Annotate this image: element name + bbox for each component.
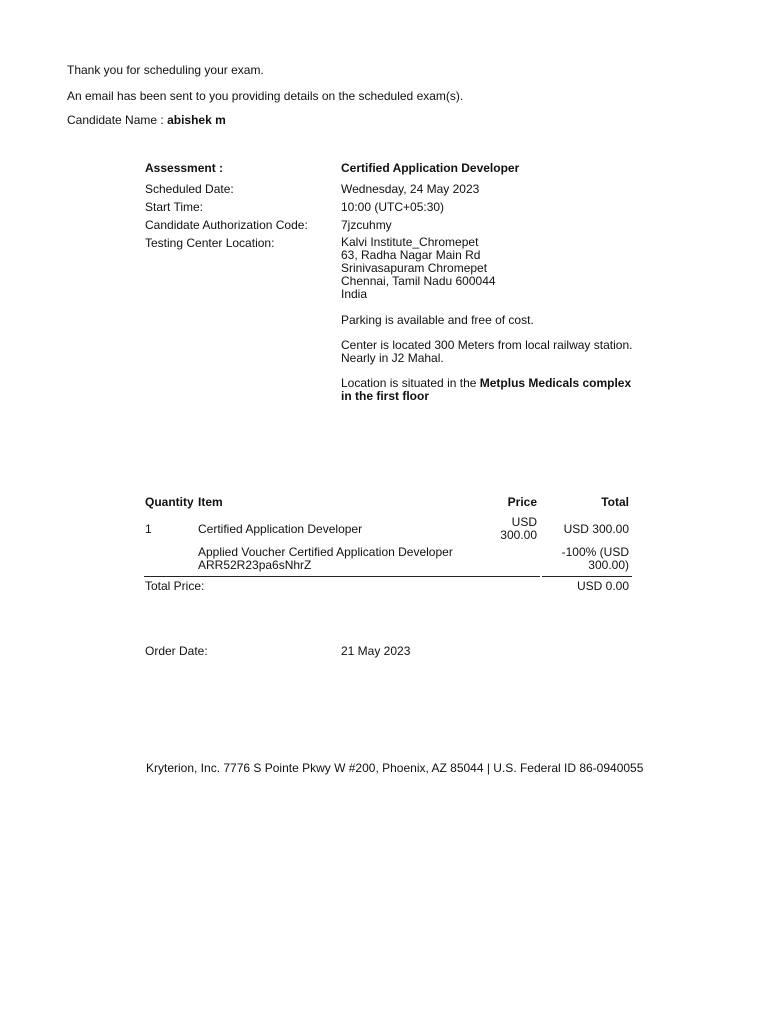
voucher-item-name: Applied Voucher Certified Application Developer bbox=[198, 545, 453, 559]
voucher-total bbox=[562, 546, 629, 572]
candidate-line bbox=[67, 113, 226, 127]
order-date-value: 21 May 2023 bbox=[341, 644, 411, 658]
voucher-item bbox=[198, 546, 453, 572]
voucher-total-line: -100% (USD bbox=[561, 545, 629, 559]
situated-bold: Metplus Medicals complex bbox=[479, 376, 632, 390]
line-quantity: 1 bbox=[145, 522, 152, 536]
email-notice: An email has been sent to you providing details on the scheduled exam(s). bbox=[67, 89, 464, 103]
scheduled-date-label: Scheduled Date: bbox=[145, 182, 234, 196]
thanks-message: Thank you for scheduling your exam. bbox=[67, 63, 264, 77]
assessment-value: Certified Application Developer bbox=[341, 161, 520, 175]
candidate-label: Candidate Name : bbox=[67, 113, 168, 127]
candidate-name: abishek m bbox=[167, 113, 226, 127]
start-time-label: Start Time: bbox=[145, 200, 204, 214]
voucher-code: ARR52R23pa6sNhrZ bbox=[198, 558, 312, 572]
total-price-label: Total Price: bbox=[145, 579, 205, 593]
address-line: Srinivasapuram Chromepet bbox=[341, 261, 488, 275]
situated-bold-line2: in the first floor bbox=[341, 389, 429, 403]
col-header-price: Price bbox=[507, 495, 537, 509]
auth-code-label: Candidate Authorization Code: bbox=[145, 218, 308, 232]
scheduled-date-value: Wednesday, 24 May 2023 bbox=[341, 182, 480, 196]
col-header-quantity: Quantity bbox=[145, 495, 194, 509]
line-total: USD 300.00 bbox=[563, 522, 629, 536]
address-line: 63, Radha Nagar Main Rd bbox=[341, 248, 481, 262]
location-address bbox=[341, 236, 496, 301]
situated-prefix: Location is situated in the bbox=[341, 376, 480, 390]
line-price-currency: USD bbox=[511, 515, 537, 529]
line-price bbox=[500, 516, 537, 542]
center-note-line: Center is located 300 Meters from local railway station. bbox=[341, 338, 633, 352]
company-footer: Kryterion, Inc. 7776 S Pointe Pkwy W #200, Phoenix, AZ 85044 | U.S. Federal ID 86-0940055 bbox=[146, 761, 644, 775]
parking-note: Parking is available and free of cost. bbox=[341, 313, 534, 327]
center-note bbox=[341, 339, 632, 365]
center-note-line: Nearly in J2 Mahal. bbox=[341, 351, 444, 365]
voucher-total-line: 300.00) bbox=[588, 558, 629, 572]
assessment-label: Assessment : bbox=[145, 161, 224, 175]
address-line: India bbox=[341, 287, 368, 301]
address-line: Chennai, Tamil Nadu 600044 bbox=[341, 274, 496, 288]
line-price-amount: 300.00 bbox=[500, 528, 537, 542]
col-header-total: Total bbox=[601, 495, 629, 509]
auth-code-value: 7jzcuhmy bbox=[341, 218, 392, 232]
total-price-value: USD 0.00 bbox=[576, 579, 629, 593]
situated-note bbox=[341, 377, 631, 403]
col-header-item: Item bbox=[198, 495, 223, 509]
address-line: Kalvi Institute_Chromepet bbox=[341, 235, 479, 249]
table-divider bbox=[144, 576, 540, 577]
order-date-label: Order Date: bbox=[145, 644, 208, 658]
location-label: Testing Center Location: bbox=[145, 236, 275, 250]
line-item: Certified Application Developer bbox=[198, 522, 363, 536]
start-time-value: 10:00 (UTC+05:30) bbox=[341, 200, 445, 214]
table-divider bbox=[542, 576, 632, 577]
